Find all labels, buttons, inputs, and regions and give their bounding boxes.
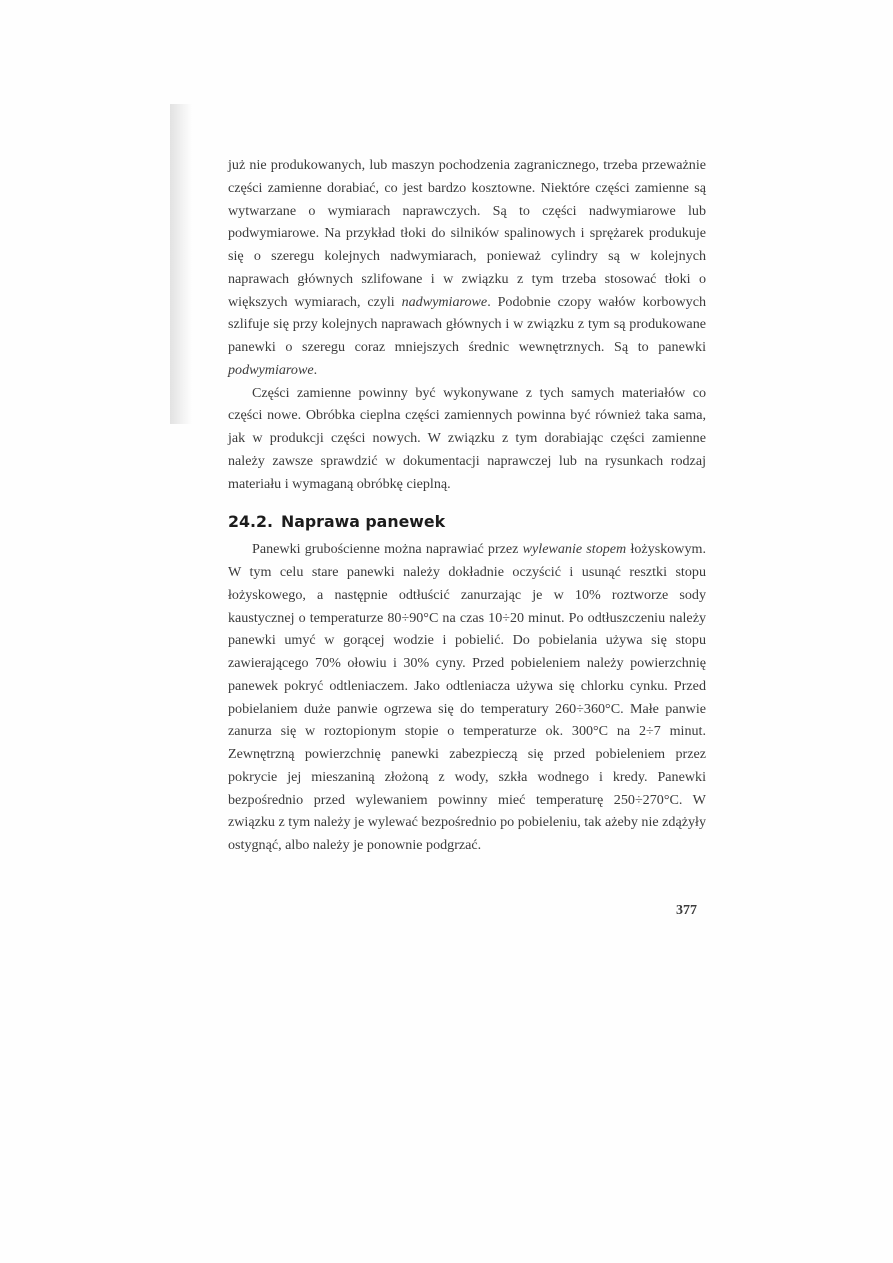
page-text (228, 154, 706, 857)
page-number: 377 (676, 903, 697, 918)
section-title: Naprawa panewek (280, 512, 446, 532)
section-number: 24.2. (228, 512, 273, 532)
section-heading (228, 510, 706, 534)
gutter-shadow (170, 104, 192, 424)
paragraph-spare-parts: już nie produkowanych, lub maszyn pochodzenia zagranicznego, trzeba przeważnie części zamienne dorabiać, co jest bardzo kosztowne. Niektóre części zamienne są wytwarzane o wymiarach naprawczych. Są to części nadwymiarowe lub podwymiarowe. Na przykład tłoki do silników spalinowych i sprężarek produkuje się o szeregu kolejnych nadwymiarach, ponieważ cylindry są w kolejnych naprawach głównych szlifowane i w związku z tym trzeba stosować tłoki o większych wymiarach, czyli nadwymiarowe. Podobnie czopy wałów korbowych szlifuje się przy kolejnych naprawach głównych i w związku z tym są produkowane panewki o szeregu coraz mniejszych średnic wewnętrznych. Są to panewki podwymiarowe. (228, 157, 706, 378)
paragraph-bearing-repair: Panewki grubościenne można naprawiać przez wylewanie stopem łożyskowym. W tym celu stare panewki należy dokładnie oczyścić i usunąć resztki stopu łożyskowego, a następnie odtłuścić zanurzając je w 10% roztworze sody kaustycznej o temperaturze 80÷90°C na czas 10÷20 minut. Po odtłuszczeniu należy panewki umyć w gorącej wodzie i pobielić. Do pobielania używa się stopu zawierającego 70% ołowiu i 30% cyny. Przed pobieleniem należy powierzchnię panewek pokryć odtleniaczem. Jako odtleniacza używa się chlorku cynku. Przed pobielaniem duże panwie ogrzewa się do temperatury 260÷360°C. Małe panwie zanurza się w roztopionym stopie o temperaturze ok. 300°C na 2÷7 minut. Zewnętrzną powierzchnię panewki zabezpieczą się przed pobieleniem przez pokrycie jej mieszaniną złożoną z wody, szkła wodnego i kredy. Panewki bezpośrednio przed wylewaniem powinny mieć temperaturę 250÷270°C. W związku z tym należy je wylewać bezpośrednio po pobieleniu, tak ażeby nie zdążyły ostygnąć, albo należy je ponownie podgrzać. (228, 541, 706, 853)
paragraph-materials: Części zamienne powinny być wykonywane z tych samych materiałów co części nowe. Obróbka cieplna części zamiennych powinna być również taka sama, jak w produkcji części nowych. W związku z tym dorabiając części zamienne należy zawsze sprawdzić w dokumentacji naprawczej lub na rysunkach rodzaj materiału i wymaganą obróbkę cieplną. (228, 384, 706, 492)
italic-term-nadwymiarowe: nadwymiarowe (401, 293, 488, 310)
italic-term-podwymiarowe: podwymiarowe (228, 361, 314, 378)
italic-term-wylewanie: wylewanie stopem (522, 541, 627, 558)
